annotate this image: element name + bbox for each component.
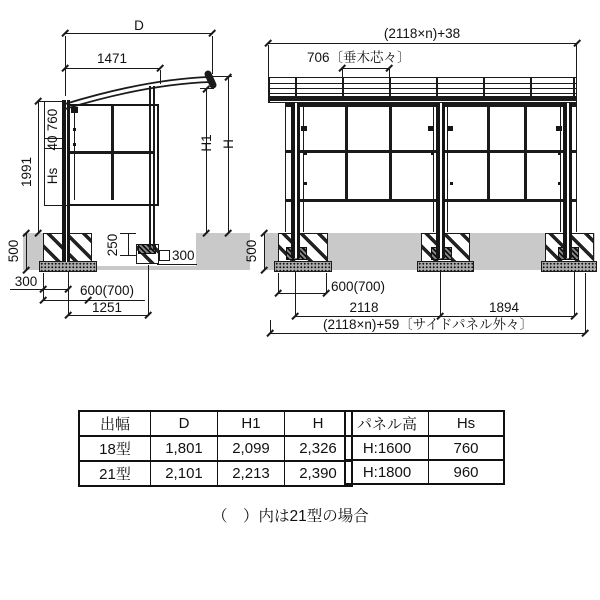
spec-header-depth: 出幅 xyxy=(79,411,151,436)
sidepanel-edge-left xyxy=(285,104,286,232)
dim-600R-line xyxy=(278,293,327,294)
rafter-tick-3 xyxy=(389,78,391,96)
spec-cell: 2,326 xyxy=(285,436,353,461)
side-bolt-1 xyxy=(73,128,76,131)
dim-706-label: 706〔垂木芯々〕 xyxy=(307,50,411,65)
panel-top-rail xyxy=(285,103,577,107)
dim-H1-label: H1 xyxy=(198,134,214,152)
post-right-companion xyxy=(560,104,561,232)
chain-tick-top xyxy=(38,101,64,102)
spec-table xyxy=(78,410,353,487)
mullion-4 xyxy=(524,104,527,201)
roof-beam-band xyxy=(268,96,577,101)
dim-1991-line xyxy=(38,101,39,233)
spec-header-H: H xyxy=(285,411,353,436)
spec-cell: 21型 xyxy=(79,461,151,486)
rafter-tick-7 xyxy=(573,78,575,96)
bolt-5 xyxy=(558,152,561,155)
dim-600R-label: 600(700) xyxy=(331,279,386,294)
dim-1251-line xyxy=(68,315,149,316)
dim-H-label: H xyxy=(220,139,236,149)
front-gravel-mid xyxy=(417,261,474,272)
dim-Hs-label: Hs xyxy=(44,167,60,185)
dim-300-label: 300 xyxy=(14,274,38,289)
dim-1251-label: 1251 xyxy=(91,300,123,315)
panel-cell: 960 xyxy=(429,460,505,484)
dim-706-line xyxy=(342,68,389,69)
dim-300-ext xyxy=(43,273,44,300)
dim-H-line xyxy=(228,77,229,233)
front-gravel-right xyxy=(541,261,597,272)
dim-overall-label: (2118×n)+59〔サイドパネル外々〕 xyxy=(322,317,534,332)
spec-table-header-row xyxy=(79,411,352,436)
panel-row-1600 xyxy=(345,436,504,460)
mullion-1 xyxy=(345,104,348,201)
panel-cell: H:1800 xyxy=(345,460,429,484)
spec-cell: 2,213 xyxy=(218,461,285,486)
side-panel-frame xyxy=(68,104,159,206)
rafter-tick-5 xyxy=(483,78,485,96)
rafter-tick-2 xyxy=(342,78,344,96)
bolt-1 xyxy=(304,152,307,155)
post-mid-companion-l xyxy=(433,104,434,232)
post-left-companion xyxy=(303,104,304,232)
panel-bottom-rail xyxy=(285,199,577,202)
dim-40-label: 40 xyxy=(44,135,60,151)
spec-header-D: D xyxy=(151,411,218,436)
front-post-mid-core xyxy=(440,103,442,258)
roof-left-cap xyxy=(268,77,270,103)
post-mid-companion-r xyxy=(447,104,448,232)
panel-header-height: パネル高 xyxy=(345,411,429,436)
dim-300sq-underline xyxy=(157,264,197,265)
square-footing-icon xyxy=(159,250,170,261)
side-bolt-2 xyxy=(73,143,76,146)
dim-D-label: D xyxy=(134,18,144,33)
dim-roofspan-line xyxy=(268,43,577,44)
dim-500L-label: 500 xyxy=(5,239,21,263)
dim-250-bottom-tick xyxy=(120,255,136,256)
dim-1471-ext xyxy=(160,70,161,84)
dim-roofspan-ext-l xyxy=(268,45,269,77)
dim-1991-label: 1991 xyxy=(18,156,34,188)
panel-header-Hs: Hs xyxy=(429,411,505,436)
dim-H1-line xyxy=(206,89,207,233)
panel-height-table xyxy=(344,410,505,485)
roof-right-cap xyxy=(576,77,578,103)
dim-1894-label: 1894 xyxy=(488,300,520,315)
dim-706-ext-r xyxy=(389,69,390,77)
spec-cell: 2,390 xyxy=(285,461,353,486)
side-main-post-core xyxy=(66,100,68,262)
dim-roofspan-label: (2118×n)+38 xyxy=(383,26,461,41)
bracket-3 xyxy=(447,126,453,131)
dim-500R-label: 500 xyxy=(243,239,259,263)
dim-1251-ext xyxy=(148,265,149,316)
ext-post-right xyxy=(574,271,575,317)
bracket-4 xyxy=(556,126,562,131)
dim-600L-label: 600(700) xyxy=(80,283,135,298)
dim-overall-ext-r xyxy=(585,273,586,334)
spec-cell: 2,101 xyxy=(151,461,218,486)
panel-cell: H:1600 xyxy=(345,436,429,460)
dim-500R-line xyxy=(264,233,265,270)
spec-row-18 xyxy=(79,436,352,461)
rafter-tick-1 xyxy=(295,78,297,96)
dim-1471-line xyxy=(64,68,161,69)
rafter-tick-6 xyxy=(530,78,532,96)
dim-roofspan-ext-r xyxy=(576,45,577,77)
front-post-right-core xyxy=(567,103,569,258)
bolt-2 xyxy=(304,182,307,185)
bracket-1 xyxy=(301,126,307,131)
rafter-tick-4 xyxy=(436,78,438,96)
ext-post-left xyxy=(295,271,296,317)
panel-row-1800 xyxy=(345,460,504,484)
spec-cell: 2,099 xyxy=(218,436,285,461)
mullion-3 xyxy=(487,104,490,201)
dim-D-ext-right xyxy=(212,36,213,74)
dim-760-label: 760 xyxy=(44,108,60,132)
bracket-2 xyxy=(428,126,434,131)
dim-706-ext-l xyxy=(342,69,343,77)
front-gravel-left xyxy=(274,261,332,272)
spec-cell: 1,801 xyxy=(151,436,218,461)
spec-cell: 18型 xyxy=(79,436,151,461)
dim-250-line xyxy=(128,234,129,255)
mullion-2 xyxy=(389,104,392,201)
dim-2118-label: 2118 xyxy=(349,300,379,315)
spec-header-H1: H1 xyxy=(218,411,285,436)
spec-row-21 xyxy=(79,461,352,486)
side-panel-inner-left xyxy=(74,106,75,200)
dim-1471-label: 1471 xyxy=(96,51,128,66)
ext-post-mid xyxy=(440,271,441,317)
bolt-6 xyxy=(558,182,561,185)
footnote: （ ）内は21型の場合 xyxy=(212,508,369,525)
side-panel-midrail xyxy=(70,151,153,154)
bolt-4 xyxy=(450,182,453,185)
dim-300sq-label: 300 xyxy=(172,248,195,263)
sidepanel-edge-right xyxy=(576,104,577,232)
dim-overall-line xyxy=(270,333,586,334)
panel-cell: 760 xyxy=(429,436,505,460)
dim-D-line xyxy=(64,33,213,34)
dim-500L-line xyxy=(26,233,27,270)
panel-table-header-row xyxy=(345,411,504,436)
post-center-ext xyxy=(68,271,69,316)
dim-250-label: 250 xyxy=(104,233,120,257)
bolt-3 xyxy=(431,152,434,155)
chain-tick-bottom xyxy=(44,205,68,206)
front-post-left-core xyxy=(295,103,297,258)
